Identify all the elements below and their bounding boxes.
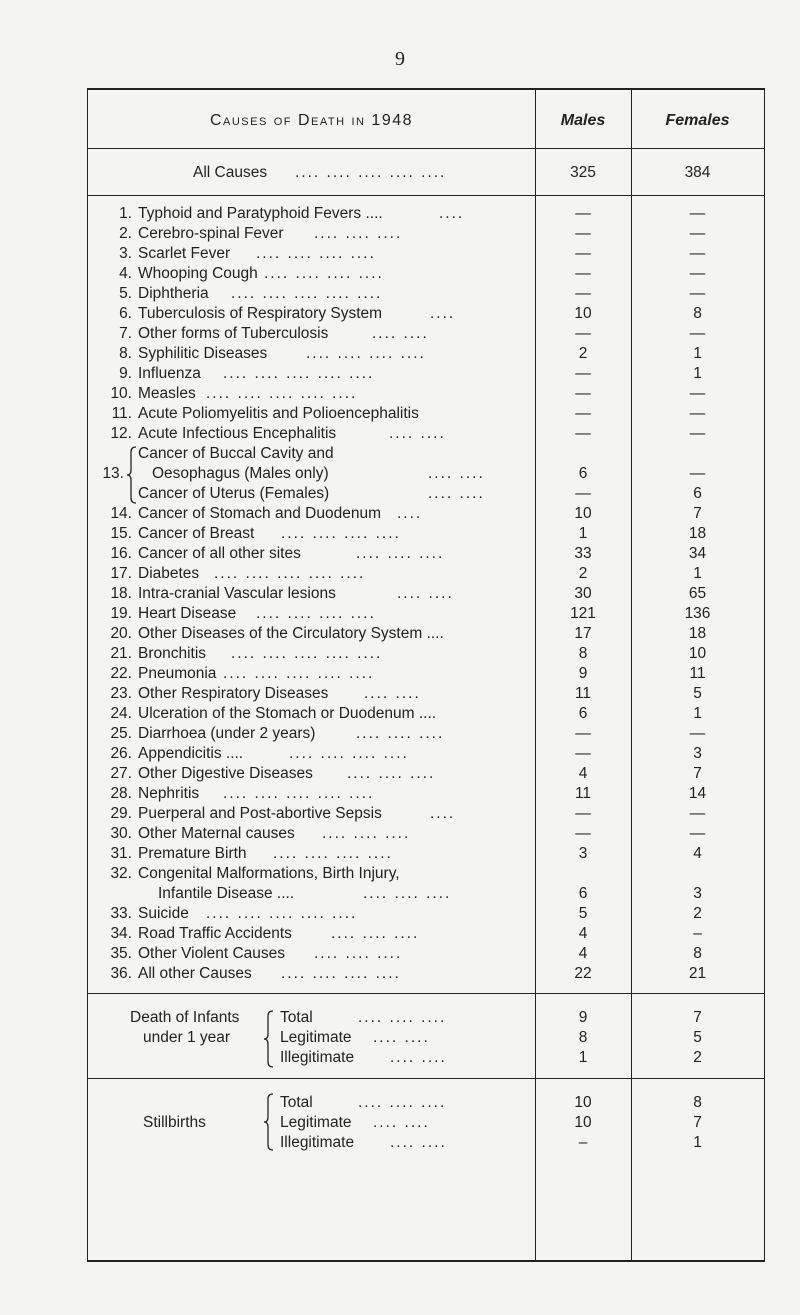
leader-dots: .... .... .... .... .... — [223, 785, 375, 802]
cause-number: 5. — [119, 285, 132, 302]
cause-number: 32. — [110, 865, 132, 882]
cause-females: — — [689, 265, 706, 282]
cause-females: — — [689, 285, 706, 302]
cause-label: Syphilitic Diseases — [138, 345, 268, 362]
cause-males: — — [575, 725, 591, 742]
cause-row — [88, 624, 764, 644]
cause-females: 7 — [693, 1114, 702, 1131]
cause-label: Diabetes — [138, 565, 200, 582]
cause-males: 10 — [574, 1114, 592, 1131]
cause-females: 1 — [693, 565, 702, 582]
cause-row — [88, 944, 764, 964]
cause-label: Nephritis — [138, 785, 200, 802]
infants-row — [88, 1008, 764, 1028]
cause-number: 6. — [119, 305, 132, 322]
cause-number: 8. — [119, 345, 132, 362]
cause-females: — — [689, 225, 706, 242]
cause-males: 2 — [578, 565, 588, 582]
cause-females: — — [689, 725, 706, 742]
cause-row — [88, 544, 764, 564]
cause-females: — — [689, 245, 706, 262]
cause-males: 11 — [574, 785, 592, 802]
cause-number: 14. — [110, 505, 132, 522]
leader-dots: .... .... .... .... — [281, 525, 401, 542]
cause-males: 1 — [578, 525, 588, 542]
cause-label: Acute Poliomyelitis and Polioencephalitis — [138, 405, 419, 422]
cause-row — [88, 804, 764, 824]
all-causes-females: 384 — [684, 164, 711, 181]
infants-divider — [88, 993, 764, 994]
cause-number: 2. — [119, 225, 132, 242]
cause-males: 3 — [578, 845, 588, 862]
cause-label: Road Traffic Accidents — [138, 925, 292, 942]
leader-dots: .... .... .... — [322, 825, 411, 842]
cause-females: 3 — [693, 745, 702, 762]
leader-dots: .... .... .... — [356, 725, 445, 742]
cause-row — [88, 684, 764, 704]
cause-males: 5 — [578, 905, 588, 922]
cause-number: 10. — [110, 385, 132, 402]
leader-dots: .... .... .... .... — [281, 965, 401, 982]
cause-label: Influenza — [138, 365, 201, 382]
cause-row — [88, 964, 764, 984]
cause-row — [88, 924, 764, 944]
cause-males: 121 — [570, 605, 596, 622]
cause-males: — — [575, 365, 591, 382]
cause-males: — — [575, 405, 591, 422]
leader-dots: .... .... — [373, 1029, 430, 1046]
cause-number: 29. — [110, 805, 132, 822]
cause-females: – — [693, 925, 702, 942]
cause-row — [88, 344, 764, 364]
infants-row — [88, 1048, 764, 1068]
leader-dots: .... .... — [373, 1114, 430, 1131]
cause-females: 3 — [693, 885, 702, 902]
cause-label: Diphtheria — [138, 285, 209, 302]
cause-row-32-line2 — [88, 884, 764, 904]
cause-row — [88, 424, 764, 444]
cause-males: 6 — [578, 885, 588, 902]
cause-row-13-line2 — [88, 464, 764, 484]
cause-males: – — [578, 1134, 588, 1151]
all-causes-row — [88, 163, 764, 183]
cause-label: Cancer of all other sites — [138, 545, 301, 562]
cause-row-13-line3 — [88, 484, 764, 504]
cause-label: Heart Disease — [138, 605, 237, 622]
leader-dots: .... — [430, 305, 456, 322]
cause-label: Measles — [138, 385, 196, 402]
leader-dots: .... .... .... — [358, 1094, 447, 1111]
stillbirths-row — [88, 1133, 764, 1153]
cause-label: Cancer of Stomach and Duodenum — [138, 505, 381, 522]
cause-males: — — [575, 425, 591, 442]
leader-dots: .... .... .... .... .... — [223, 365, 375, 382]
cause-label: Diarrhoea (under 2 years) — [138, 725, 316, 742]
cause-females: 1 — [693, 1134, 702, 1151]
cause-label: Bronchitis — [138, 645, 207, 662]
cause-row — [88, 564, 764, 584]
leader-dots: .... .... — [390, 1049, 447, 1066]
cause-males: — — [575, 205, 591, 222]
cause-males: — — [575, 825, 591, 842]
stillbirths-row — [88, 1093, 764, 1113]
cause-row — [88, 364, 764, 384]
leader-dots: .... .... .... .... — [256, 245, 376, 262]
cause-row — [88, 904, 764, 924]
cause-males: 8 — [578, 1029, 588, 1046]
cause-row — [88, 644, 764, 664]
cause-males: 11 — [574, 685, 592, 702]
cause-row — [88, 324, 764, 344]
cause-number: 35. — [110, 945, 132, 962]
cause-number: 23. — [110, 685, 132, 702]
cause-label: Suicide — [138, 905, 189, 922]
leader-dots: .... .... .... — [314, 945, 403, 962]
cause-label: Intra-cranial Vascular lesions — [138, 585, 336, 602]
cause-number: 18. — [110, 585, 132, 602]
leader-dots: .... .... .... .... .... — [214, 565, 366, 582]
cause-females: 5 — [693, 685, 702, 702]
cause-label: Puerperal and Post-abortive Sepsis — [138, 805, 382, 822]
header-divider — [88, 148, 764, 149]
cause-label: Acute Infectious Encephalitis — [138, 425, 337, 442]
cause-females: 1 — [693, 345, 702, 362]
cause-males: 30 — [574, 585, 592, 602]
leader-dots: .... .... .... .... — [273, 845, 393, 862]
cause-females: 7 — [693, 765, 702, 782]
cause-row — [88, 604, 764, 624]
cause-label: All other Causes — [138, 965, 252, 982]
cause-number: 28. — [110, 785, 132, 802]
cause-number: 24. — [110, 705, 132, 722]
cause-males: — — [575, 265, 591, 282]
cause-label: Other forms of Tuberculosis — [138, 325, 329, 342]
cause-label: Legitimate — [280, 1029, 352, 1046]
cause-females: — — [689, 325, 706, 342]
cause-label: Other Respiratory Diseases — [138, 685, 329, 702]
cause-females: 6 — [693, 485, 702, 502]
header-males: Males — [560, 112, 606, 129]
leader-dots: .... .... .... .... — [306, 345, 426, 362]
cause-label: Illegitimate — [280, 1049, 355, 1066]
cause-females: 18 — [688, 625, 707, 642]
leader-dots: .... .... — [372, 325, 429, 342]
cause-label: Other Maternal causes — [138, 825, 295, 842]
cause-row — [88, 764, 764, 784]
leader-dots: .... .... — [389, 425, 446, 442]
cause-label: Legitimate — [280, 1114, 352, 1131]
leader-dots: .... .... .... .... — [264, 265, 384, 282]
all-causes-males: 325 — [570, 164, 596, 181]
cause-males: 8 — [578, 645, 588, 662]
cause-females: — — [689, 825, 706, 842]
cause-number: 20. — [110, 625, 132, 642]
cause-row — [88, 664, 764, 684]
cause-number: 12. — [110, 425, 132, 442]
cause-row — [88, 724, 764, 744]
cause-males: 10 — [574, 305, 592, 322]
header-causes: Causes of Death in 1948 — [209, 112, 414, 129]
cause-label: Premature Birth — [138, 845, 247, 862]
leader-dots: .... .... .... .... .... — [206, 905, 358, 922]
all-causes-label: All Causes — [193, 164, 268, 181]
cause-females: 8 — [693, 945, 702, 962]
cause-label: Other Diseases of the Circulatory System .... — [138, 625, 444, 642]
cause-row — [88, 704, 764, 724]
cause-males: 9 — [578, 665, 588, 682]
leader-dots: .... — [439, 205, 465, 222]
cause-row — [88, 384, 764, 404]
leader-dots: .... .... — [428, 465, 485, 482]
cause-row — [88, 844, 764, 864]
cause-males: — — [575, 805, 591, 822]
cause-females: — — [689, 205, 706, 222]
cause-label: Other Digestive Diseases — [138, 765, 313, 782]
cause-number: 9. — [119, 365, 132, 382]
cause-females: 8 — [693, 305, 702, 322]
stillbirths-divider — [88, 1078, 764, 1079]
all-causes-divider — [88, 195, 764, 196]
infants-label-1: Death of Infants — [130, 1009, 240, 1026]
cause-males: — — [575, 285, 591, 302]
cause-number: 17. — [110, 565, 132, 582]
leader-dots: .... .... .... — [314, 225, 403, 242]
cause-females: — — [689, 425, 706, 442]
stillbirths-row — [88, 1113, 764, 1133]
cause-females: 65 — [688, 585, 707, 602]
leader-dots: .... .... .... — [347, 765, 436, 782]
leader-dots: .... .... — [390, 1134, 447, 1151]
leader-dots: .... .... — [364, 685, 421, 702]
cause-row — [88, 304, 764, 324]
causes-of-death-table — [87, 88, 765, 1262]
leader-dots: .... .... — [397, 585, 454, 602]
infants-row — [88, 1028, 764, 1048]
cause-females: — — [689, 385, 706, 402]
cause-number: 30. — [110, 825, 132, 842]
cause-males: 33 — [574, 545, 592, 562]
cause-number: 22. — [110, 665, 132, 682]
cause-number: 11. — [111, 405, 132, 422]
cause-label: Infantile Disease .... — [158, 885, 295, 902]
cause-males: 6 — [578, 705, 588, 722]
cause-females: 1 — [693, 365, 702, 382]
cause-males: — — [575, 745, 591, 762]
cause-males: 17 — [574, 625, 592, 642]
cause-males: — — [575, 245, 591, 262]
cause-males: 2 — [578, 345, 588, 362]
cause-females: 7 — [693, 505, 702, 522]
leader-dots: .... — [430, 805, 456, 822]
cause-females: 34 — [688, 545, 707, 562]
cause-females: — — [689, 465, 706, 482]
cause-label: Scarlet Fever — [138, 245, 231, 262]
cause-number: 25. — [110, 725, 132, 742]
cause-row — [88, 404, 764, 424]
cause-males: — — [575, 485, 591, 502]
cause-row-13-line1 — [88, 444, 764, 464]
cause-row — [88, 224, 764, 244]
cause-females: 11 — [689, 665, 706, 682]
cause-number: 27. — [110, 765, 132, 782]
leader-dots: .... .... .... .... .... — [231, 285, 383, 302]
cause-females: 14 — [688, 785, 707, 802]
cause-label: Whooping Cough — [138, 265, 258, 282]
cause-number: 3. — [119, 245, 132, 262]
cause-number: 16. — [110, 545, 132, 562]
cause-label: Other Violent Causes — [138, 945, 286, 962]
leader-dots: .... — [397, 505, 423, 522]
cause-males: 9 — [578, 1009, 588, 1026]
infants-label-2: under 1 year — [143, 1029, 231, 1046]
cause-number: 33. — [110, 905, 132, 922]
cause-females: — — [689, 405, 706, 422]
cause-label: Total — [280, 1009, 313, 1026]
leader-dots: .... .... .... — [363, 885, 452, 902]
cause-number: 31. — [110, 845, 132, 862]
cause-males: 4 — [578, 945, 588, 962]
row13-brace — [126, 446, 138, 504]
cause-number: 21. — [110, 645, 132, 662]
cause-females: 4 — [693, 845, 702, 862]
cause-number: 13. — [102, 465, 124, 482]
cause-row — [88, 824, 764, 844]
cause-label: Appendicitis .... — [138, 745, 244, 762]
leader-dots: .... .... .... .... .... — [295, 164, 447, 181]
cause-row — [88, 244, 764, 264]
cause-number: 15. — [110, 525, 132, 542]
cause-label: Cancer of Uterus (Females) — [138, 485, 330, 502]
cause-row — [88, 504, 764, 524]
cause-number: 1. — [119, 205, 132, 222]
cause-label: Congenital Malformations, Birth Injury, — [138, 865, 400, 882]
cause-number: 7. — [119, 325, 132, 342]
cause-males: — — [575, 325, 591, 342]
cause-females: 1 — [693, 705, 702, 722]
page-number: 9 — [395, 48, 405, 70]
cause-row-32-line1 — [88, 864, 764, 884]
cause-males: — — [575, 385, 591, 402]
cause-label: Total — [280, 1094, 313, 1111]
cause-males: 22 — [574, 965, 592, 982]
cause-label: Oesophagus (Males only) — [152, 465, 329, 482]
cause-row — [88, 264, 764, 284]
cause-number: 4. — [119, 265, 132, 282]
cause-males: 10 — [574, 1094, 592, 1111]
cause-label: Illegitimate — [280, 1134, 355, 1151]
cause-males: — — [575, 225, 591, 242]
cause-row — [88, 744, 764, 764]
cause-row — [88, 524, 764, 544]
cause-number: 36. — [110, 965, 132, 982]
cause-label: Typhoid and Paratyphoid Fevers .... — [138, 205, 383, 222]
cause-males: 1 — [578, 1049, 588, 1066]
leader-dots: .... .... .... .... .... — [223, 665, 375, 682]
cause-number: 19. — [110, 605, 132, 622]
leader-dots: .... .... — [428, 485, 485, 502]
cause-females: 2 — [693, 1049, 702, 1066]
cause-row — [88, 284, 764, 304]
cause-label: Pneumonia — [138, 665, 217, 682]
cause-females: 8 — [693, 1094, 702, 1111]
cause-females: 7 — [693, 1009, 702, 1026]
leader-dots: .... .... .... — [356, 545, 445, 562]
cause-females: 2 — [693, 905, 702, 922]
cause-males: 10 — [574, 505, 592, 522]
cause-row — [88, 784, 764, 804]
cause-label: Tuberculosis of Respiratory System — [138, 305, 383, 322]
cause-females: 18 — [688, 525, 707, 542]
leader-dots: .... .... .... — [331, 925, 420, 942]
stillbirths-label: Stillbirths — [143, 1114, 206, 1131]
cause-males: 4 — [578, 765, 588, 782]
cause-males: 6 — [578, 465, 588, 482]
cause-females: 21 — [688, 965, 707, 982]
cause-label: Cancer of Buccal Cavity and — [138, 445, 334, 462]
cause-number: 34. — [110, 925, 132, 942]
leader-dots: .... .... .... .... — [256, 605, 376, 622]
cause-females: — — [689, 805, 706, 822]
cause-row — [88, 204, 764, 224]
cause-males: 4 — [578, 925, 588, 942]
cause-number: 26. — [110, 745, 132, 762]
leader-dots: .... .... .... — [358, 1009, 447, 1026]
leader-dots: .... .... .... .... .... — [231, 645, 383, 662]
cause-label: Cerebro-spinal Fever — [138, 225, 284, 242]
cause-label: Cancer of Breast — [138, 525, 255, 542]
header-females: Females — [665, 112, 730, 129]
cause-row — [88, 584, 764, 604]
cause-females: 10 — [688, 645, 707, 662]
leader-dots: .... .... .... .... — [289, 745, 409, 762]
cause-females: 136 — [684, 605, 711, 622]
leader-dots: .... .... .... .... .... — [206, 385, 358, 402]
cause-label: Ulceration of the Stomach or Duodenum .... — [138, 705, 437, 722]
cause-females: 5 — [693, 1029, 702, 1046]
